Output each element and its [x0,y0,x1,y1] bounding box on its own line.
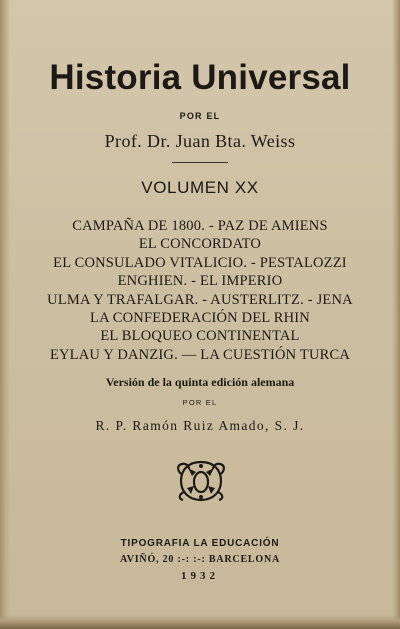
contents-line: LA CONFEDERACIÓN DEL RHIN [90,310,310,327]
volume-number: VOLUMEN XX [141,178,259,197]
contents-line: ENGHIEN. - EL IMPERIO [117,273,283,290]
contents-line: ULMA Y TRAFALGAR. - AUSTERLITZ. - JENA [47,291,353,308]
page-bottom-edge [0,615,400,629]
author-name: Prof. Dr. Juan Bta. Weiss [104,131,296,151]
book-title: Historia Universal [49,58,351,97]
author-intro: POR EL [179,111,221,121]
edition-note: Versión de la quinta edición alemana [105,375,295,389]
translator-intro: POR EL [182,398,218,407]
contents-line: EYLAU Y DANZIG. — LA CUESTIÓN TURCA [49,346,351,363]
publication-year: 1932 [181,570,219,582]
contents-list [0,217,400,364]
printer-address: AVIÑÓ, 20 :-: :-: BARCELONA [119,554,281,565]
printer-ornament-icon [176,458,226,504]
contents-line: EL CONSULADO VITALICIO. - PESTALOZZI [53,254,347,271]
divider-rule [172,162,228,163]
contents-line: EL CONCORDATO [138,236,262,253]
printer-name: TIPOGRAFIA LA EDUCACIÓN [120,538,280,549]
translator-name: R. P. Ramón Ruiz Amado, S. J. [95,418,305,433]
contents-line: EL BLOQUEO CONTINENTAL [100,328,300,345]
contents-line: CAMPAÑA DE 1800. - PAZ DE AMIENS [72,218,328,234]
